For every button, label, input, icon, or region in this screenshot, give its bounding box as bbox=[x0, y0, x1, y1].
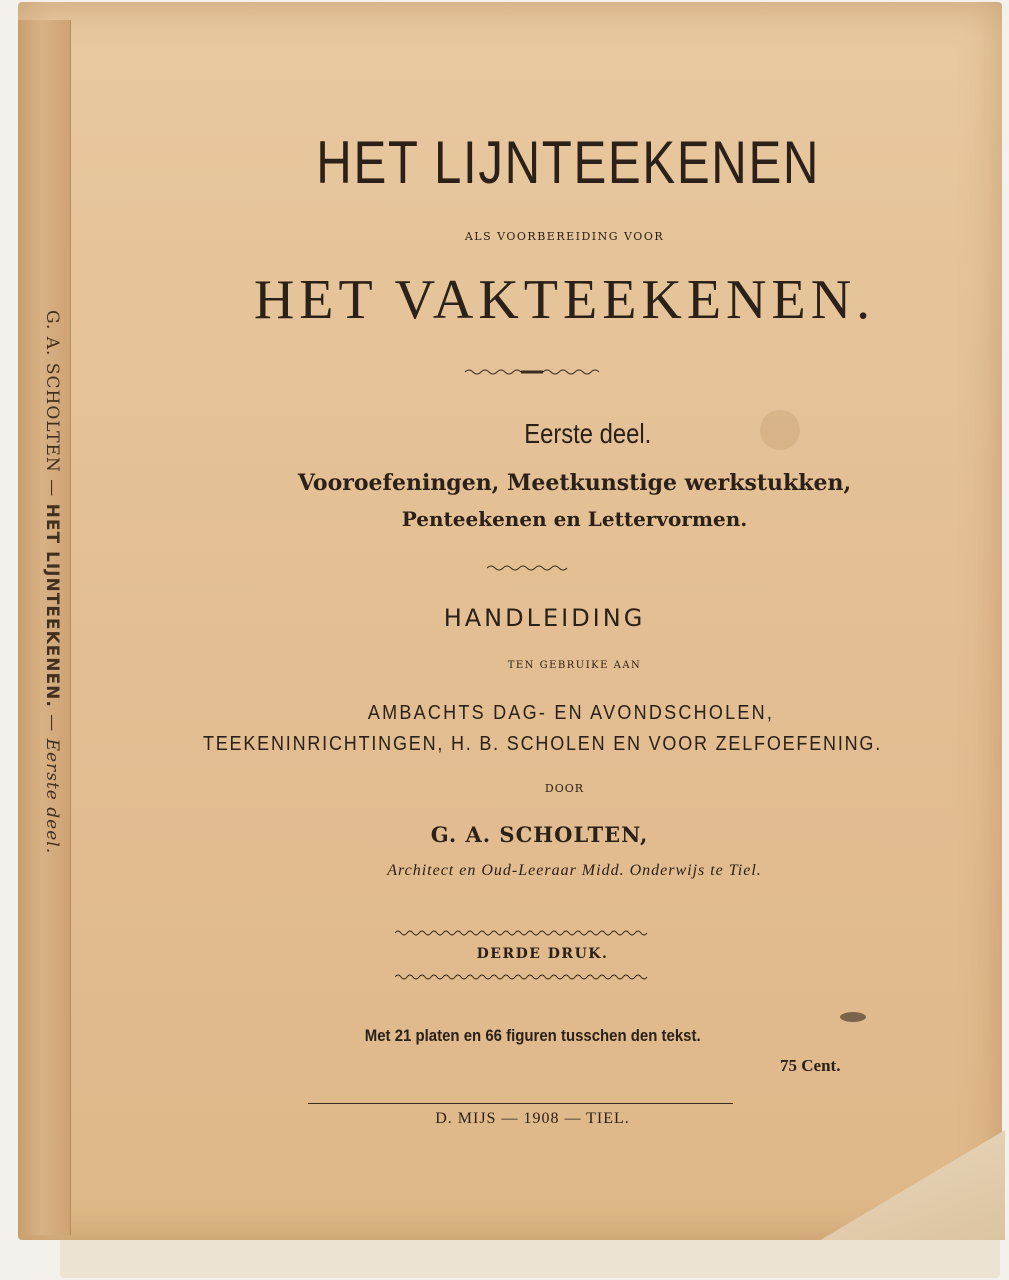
contents-line1: Vooroefeningen, Meetkunstige werkstukken, bbox=[297, 470, 852, 496]
audience-line1: AMBACHTS DAG- EN AVONDSCHOLEN, bbox=[367, 702, 775, 724]
ornament-divider bbox=[465, 366, 600, 376]
publisher-imprint: D. MIJS — 1908 — TIEL. bbox=[435, 1110, 630, 1127]
ink-blot bbox=[840, 1012, 866, 1022]
spine-label bbox=[42, 310, 62, 854]
author-affiliation: Architect en Oud-Leeraar Midd. Onderwijs te Tiel. bbox=[387, 862, 762, 879]
part-label: Eerste deel. bbox=[524, 418, 652, 449]
edition-border-top bbox=[395, 928, 650, 938]
by-label: DOOR bbox=[544, 782, 585, 795]
for-use-label: TEN GEBRUIKE AAN bbox=[507, 660, 642, 671]
spine-title: HET LIJNTEEKENEN. bbox=[42, 503, 62, 708]
spine-author: G. A. SCHOLTEN — bbox=[42, 310, 62, 498]
title-connector: ALS VOORBEREIDING VOOR bbox=[464, 230, 665, 243]
spine-part: — Eerste deel. bbox=[42, 714, 62, 855]
ornament-divider-small bbox=[487, 562, 572, 572]
genre-heading: HANDLEIDING bbox=[443, 604, 646, 632]
audience-line2: TEEKENINRICHTINGEN, H. B. SCHOLEN EN VOOR ZELFOEFENING. bbox=[202, 733, 883, 755]
cover-title-line1: HET LIJNTEEKENEN bbox=[316, 129, 821, 196]
plates-note: Met 21 platen en 66 figuren tusschen den tekst. bbox=[364, 1026, 701, 1045]
imprint-rule bbox=[308, 1103, 733, 1104]
contents-line2: Penteekenen en Lettervormen. bbox=[401, 507, 748, 531]
price-label: 75 Cent. bbox=[780, 1056, 841, 1075]
author-name: G. A. SCHOLTEN, bbox=[430, 822, 649, 847]
edition-label: DERDE DRUK. bbox=[476, 946, 609, 962]
edition-border-bottom bbox=[395, 972, 650, 982]
cover-title-line2: HET VAKTEEKENEN. bbox=[253, 269, 876, 331]
